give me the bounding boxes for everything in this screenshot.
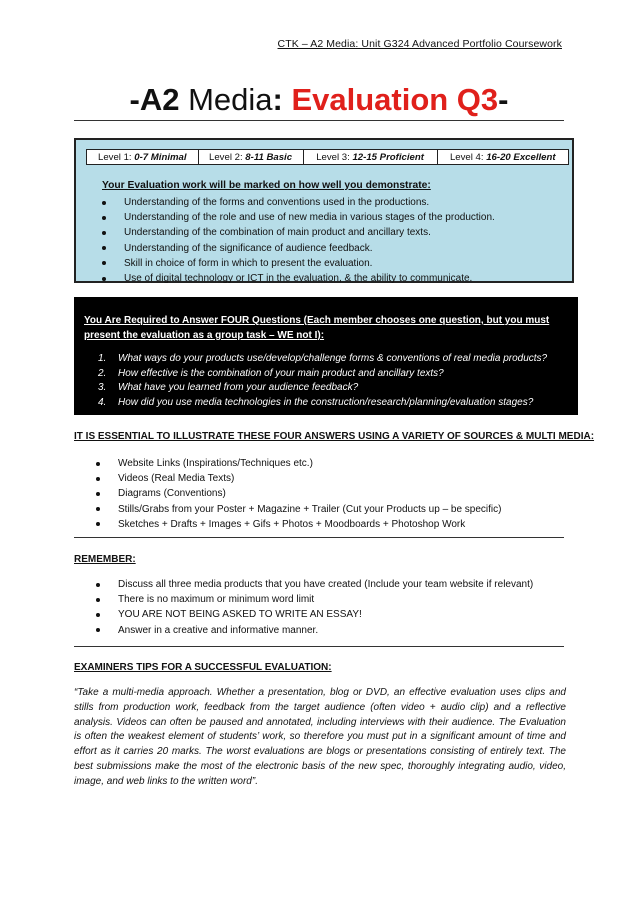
evaluation-criteria-list <box>98 195 495 286</box>
questions-box <box>74 297 578 415</box>
page-title <box>0 80 638 120</box>
list-item: Understanding of the combination of main product and ancillary texts. <box>98 225 495 240</box>
title-media: Media <box>179 82 273 117</box>
section-divider <box>74 646 564 647</box>
list-item: There is no maximum or minimum word limit <box>92 592 533 607</box>
remember-list <box>92 577 533 638</box>
level-cell-2: Level 2: 8-11 Basic <box>198 150 303 165</box>
list-item: 4. How did you use media technologies in the construction/research/planning/evaluation stages? <box>98 396 534 408</box>
list-item: 3. What have you learned from your audience feedback? <box>98 382 359 393</box>
examiner-quote: “Take a multi-media approach. Whether a presentation, blog or DVD, an effective evaluation uses clips and stills from production work, feedback from the target audience (often video + audio clip) and a reflective analysis. Videos can often be paused and annotated, including interviews with their audience. The Evaluation is often the weakest element of students’ work, so therefore you must put in a significant amount of time and effort as it carries 20 marks. The worst evaluations are blogs or presentations consisting of entirely text. The best submissions make the most of the electronic basis of the new spec, thoroughly integrating audio, video, image, and web links to the written word”. <box>74 687 566 787</box>
list-item: Sketches + Drafts + Images + Gifs + Photos + Moodboards + Photoshop Work <box>92 517 502 532</box>
questions-list <box>98 352 547 410</box>
list-item: Understanding of the significance of audience feedback. <box>98 241 495 256</box>
list-item: Use of digital technology or ICT in the evaluation, & the ability to communicate. <box>98 271 495 286</box>
list-item: Understanding of the forms and conventions used in the productions. <box>98 195 495 210</box>
title-suffix: - <box>498 82 509 117</box>
list-item: Answer in a creative and informative manner. <box>92 623 533 638</box>
level-cell-3: Level 3: 12-15 Proficient <box>303 150 437 165</box>
questions-heading: You Are Required to Answer FOUR Questions (Each member chooses one question, but you must present the evaluation as a group task – WE not I): <box>84 315 550 341</box>
level-cell-4: Level 4: 16-20 Excellent <box>437 150 568 165</box>
essential-heading: IT IS ESSENTIAL TO ILLUSTRATE THESE FOUR ANSWERS USING A VARIETY OF SOURCES & MULTI MEDIA: <box>74 431 595 442</box>
marking-criteria-box <box>74 138 574 283</box>
sources-list <box>92 456 502 532</box>
list-item: Website Links (Inspirations/Techniques etc.) <box>92 456 502 471</box>
list-item: Discuss all three media products that you have created (Include your team website if relevant) <box>92 577 533 592</box>
list-item: Diagrams (Conventions) <box>92 486 502 501</box>
list-item: 1. What ways do your products use/develop/challenge forms & conventions of real media products? <box>98 353 548 364</box>
list-item: Videos (Real Media Texts) <box>92 471 502 486</box>
evaluation-heading: Your Evaluation work will be marked on how well you demonstrate: <box>102 180 431 191</box>
remember-heading: REMEMBER: <box>74 554 136 565</box>
tips-heading: EXAMINERS TIPS FOR A SUCCESSFUL EVALUATION: <box>74 662 332 673</box>
title-divider <box>74 120 564 121</box>
list-item: Understanding of the role and use of new media in various stages of the production. <box>98 210 495 225</box>
level-cell-1: Level 1: 0-7 Minimal <box>87 150 199 165</box>
title-colon: : <box>272 82 292 117</box>
section-divider <box>74 537 564 538</box>
list-item: Stills/Grabs from your Poster + Magazine + Trailer (Cut your Products up – be specific) <box>92 502 502 517</box>
list-item: YOU ARE NOT BEING ASKED TO WRITE AN ESSAY! <box>92 607 533 622</box>
list-item: Skill in choice of form in which to present the evaluation. <box>98 256 495 271</box>
title-highlight: Evaluation Q3 <box>291 82 499 117</box>
level-table <box>86 149 569 165</box>
list-item: 2. How effective is the combination of your main product and ancillary texts? <box>98 367 444 379</box>
title-prefix: -A2 <box>129 82 180 117</box>
course-header: CTK – A2 Media: Unit G324 Advanced Portfolio Coursework <box>277 38 562 50</box>
